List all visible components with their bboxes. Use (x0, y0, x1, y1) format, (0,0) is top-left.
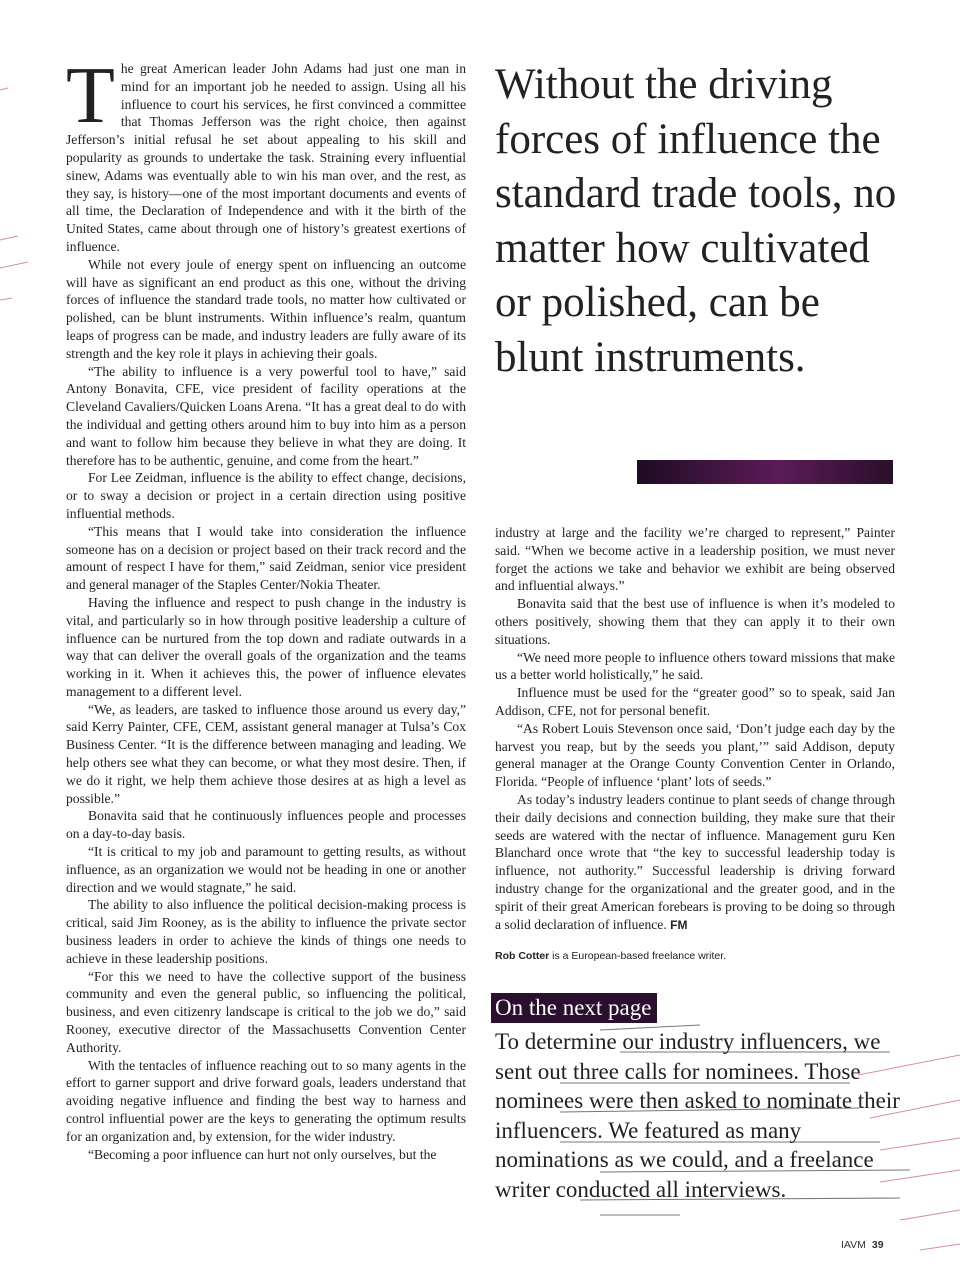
article-left-column (66, 52, 466, 1163)
pull-quote: Without the driving forces of influence the standard trade tools, no matter how cultivated or polished, can be blunt instruments. (495, 61, 897, 381)
page-footer (841, 1239, 884, 1251)
article-paragraph: The great American leader John Adams had just one man in mind for an important job he needed to assign. Using all his influence to court his services, he first convinced a committee that Thomas Jefferson was the right choice, then against Jefferson’s initial refusal he set about appealing to his skill and popularity as grounds to undertake the task. Straining every influential sinew, Adams was eventually able to win his man over, and the rest, as they say, is history—one of the most important documents and events of all time, the Declaration of Independence and with it the birth of the United States, came about through one of history’s greatest exertions of influence. (66, 52, 466, 254)
article-paragraph: “It is critical to my job and paramount to getting results, as without influence, as an organization we would not be heading in one or another direction and we would stagnate,” he said. (66, 844, 466, 895)
end-mark: FM (670, 917, 688, 932)
article-paragraph: “The ability to influence is a very powerful tool to have,” said Antony Bonavita, CFE, vice president of facility operations at the Cleveland Cavaliers/Quicken Loans Arena. “It has a great deal to do with the individual and getting others around him to buy into him as a person and want to follow him because they believe in what they are doing. It therefore has to be authentic, genuine, and come from the heart.” (66, 363, 466, 468)
author-byline (495, 950, 895, 962)
article-paragraph: With the tentacles of influence reaching out to so many agents in the effort to garner support and drive forward goals, leaders understand that avoiding negative influence and finding the best way to harness and control influential power are the keys to generating the optimum results for an organization and, by extension, for the wider industry. (66, 1057, 466, 1144)
article-paragraph: “We need more people to influence others toward missions that make us a better world holistically,” he said. (495, 649, 895, 683)
article-right-column (495, 524, 895, 934)
article-paragraph: The ability to also influence the political decision-making process is critical, said Jim Rooney, as is the ability to influence the private sector business leaders in order to achieve the kinds of things one needs to achieve in these leadership positions. (66, 897, 466, 966)
drop-cap: T (66, 52, 115, 140)
article-paragraph: Bonavita said that the best use of influence is when it’s modeled to others positively, showing them that they can apply it to their own situations. (495, 596, 895, 647)
article-paragraph: “For this we need to have the collective support of the business community and even the general public, so influencing the political, business, and even citizenry landscape is critical to the job we do,” said Rooney, executive director of the Massachusetts Convention Center Authority. (66, 968, 466, 1055)
article-paragraph: Having the influence and respect to push change in the industry is vital, and particularly so in how through positive leadership a culture of influence can be nurtured from the top down and radiate outwards in a way that can deliver the overall goals of the organization and the teams working in it. When it achieves this, the power of influence elevates management to a different level. (66, 594, 466, 699)
author-description: is a European-based freelance writer. (549, 950, 727, 962)
article-paragraph: While not every joule of energy spent on influencing an outcome will have as significant an end product as this one, without the driving forces of influence the standard trade tools, no matter how cultivated or polished, can be blunt instruments. Within influence’s realm, quantum leaps of progress can be made, and industry leaders are fully aware of its strength and the key role it plays in achieving their goals. (66, 256, 466, 361)
article-paragraph: “Becoming a poor influence can hurt not only ourselves, but the (88, 1146, 437, 1162)
author-name: Rob Cotter (495, 950, 550, 962)
next-page-teaser: To determine our industry influencers, we sent out three calls for nominees. Those nominees were then asked to nominate their influencers. We featured as many nominations as we could, and a freelance writer conducted all interviews. (495, 1029, 900, 1202)
next-page-label: On the next page (491, 993, 657, 1023)
article-paragraph: Influence must be used for the “greater good” so to speak, said Jan Addison, CFE, not for personal benefit. (495, 685, 895, 718)
article-paragraph: “As Robert Louis Stevenson once said, ‘Don’t judge each day by the harvest you reap, but by the seeds you plant,’” said Addison, deputy general manager at the Orange County Convention Center in Orlando, Florida. “People of influence ‘plant’ lots of seeds.” (495, 720, 895, 790)
article-paragraph: industry at large and the facility we’re charged to represent,” Painter said. “When we become active in a leadership position, we must never forget the actions we take and behavior we exhibit are being observed and influential always.” (495, 525, 895, 594)
pull-quote-accent-bar (637, 460, 893, 484)
article-paragraph: Bonavita said that he continuously influences people and processes on a day-to-day basis. (66, 808, 466, 842)
page-number: 39 (871, 1239, 884, 1251)
article-paragraph: “This means that I would take into consideration the influence someone has on a decision or project based on their track record and the amount of respect I have for them,” said Zeidman, senior vice president and general manager of the Staples Center/Nokia Theater. (66, 523, 466, 593)
article-paragraph: “We, as leaders, are tasked to influence those around us every day,” said Kerry Painter, CFE, CEM, assistant general manager at Tulsa’s Cox Business Center. “It is the difference between managing and leading. We help others see what they can become, or what they most desire. Then, if we do it right, we help them achieve those desires at as high a level as possible.” (66, 701, 466, 806)
article-paragraph: For Lee Zeidman, influence is the ability to effect change, decisions, or to sway a decision or project in a certain direction using positive influential methods. (66, 470, 466, 521)
article-paragraph: As today’s industry leaders continue to plant seeds of change through their daily decisions and connection building, they make sure that their seeds are watered with the nectar of influence. Management guru Ken Blanchard once wrote that “the key to successful leadership today is influence, not authority.” Successful leadership is driving forward industry change for the organizational and the greater good, and in the spirit of their great American forebears is proving to be doing so through a solid declaration of influence. FM (495, 791, 895, 932)
magazine-name: IAVM (841, 1239, 866, 1251)
